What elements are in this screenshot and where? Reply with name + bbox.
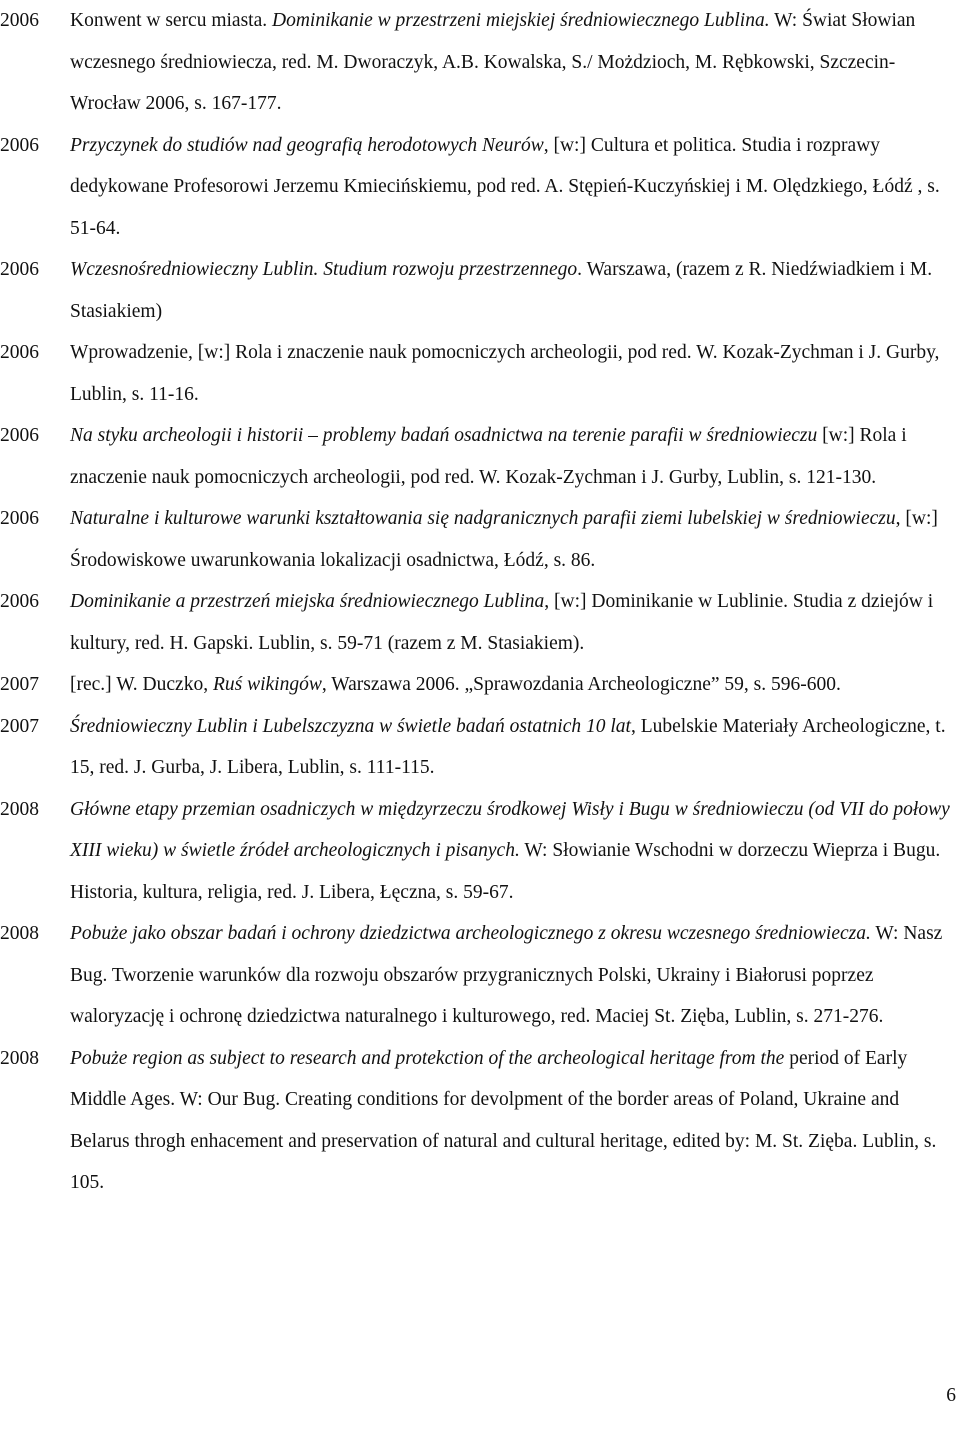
entry-text — [70, 415, 952, 498]
entry-citation-text: , Warszawa 2006. „Sprawozdania Archeologiczne” 59, s. 596-600. — [321, 674, 841, 695]
entry-citation-text: , [w:] Środowiskowe uwarunkowania lokalizacji osadnictwa, Łódź, s. 86. — [70, 508, 938, 571]
entry-year: 2007 — [0, 674, 39, 695]
entry-citation-text: , [w:] Cultura et politica. Studia i rozprawy dedykowane Profesorowi Jerzemu Kmiecińskiemu, pod red. A. Stępień-Kuczyńskiej i M. Olędzkiego, Łódź , s. 51-64. — [70, 134, 940, 239]
entry-text — [70, 664, 952, 706]
entry-year: 2008 — [0, 798, 39, 820]
page-number: 6 — [946, 1385, 956, 1406]
entry-citation-text: period of Early Middle Ages. W: Our Bug. Creating conditions for devolpment of the border areas of Poland, Ukraine and Belarus throgh enhacement and preservation of natural and cultural heritage, edited by: M. St. Zięba. Lublin, s. 105. — [70, 1047, 937, 1193]
entry-citation-text: , [w:] Dominikanie w Lublinie. Studia z dziejów i kultury, red. H. Gapski. Lublin, s. 59-71 (razem z M. Stasiakiem). — [70, 591, 934, 654]
entry-year: 2006 — [0, 425, 39, 446]
entry-title-italic: Wczesnośredniowieczny Lublin. Studium rozwoju przestrzennego — [70, 259, 578, 280]
entry-title-italic: Średniowieczny Lublin i Lubelszczyzna w świetle badań ostatnich 10 lat — [70, 715, 631, 737]
entry-year: 2006 — [0, 10, 39, 31]
bibliography-entry — [0, 125, 952, 250]
entry-text — [70, 332, 952, 415]
bibliography-entry — [0, 415, 952, 498]
entry-citation-text: . Warszawa, (razem z R. Niedźwiadkiem i M. Stasiakiem) — [70, 259, 933, 322]
entry-citation-text: W: Słowianie Wschodni w dorzeczu Wieprza i Bugu. Historia, kultura, religia, red. J. Libera, Łęczna, s. 59-67. — [70, 840, 941, 903]
entry-citation-text: W: Świat Słowian wczesnego średniowiecza, red. M. Dworaczyk, A.B. Kowalska, S./ Możdzioch, M. Rębkowski, Szczecin- Wrocław 2006, s. 167-177. — [70, 10, 916, 114]
bibliography-entry — [0, 332, 952, 415]
entry-title-italic: Na styku archeologii i historii – problemy badań osadnictwa na terenie parafii w średniowieczu — [70, 425, 818, 446]
bibliography-entry — [0, 664, 952, 706]
entry-year: 2006 — [0, 508, 39, 529]
entry-citation-text: [rec.] W. Duczko, — [70, 674, 213, 695]
entry-citation-text: Konwent w sercu miasta. — [70, 10, 272, 31]
bibliography-entry — [0, 0, 952, 125]
bibliography-entry — [0, 498, 952, 581]
bibliography-entry — [0, 249, 952, 332]
bibliography-entry — [0, 789, 952, 914]
entry-text — [70, 125, 952, 250]
entry-title-italic: Pobuże jako obszar badań i ochrony dziedzictwa archeologicznego z okresu wczesnego średniowiecza. — [70, 923, 871, 944]
entry-title-italic: Dominikanie w przestrzeni miejskiej średniowiecznego Lublina. — [272, 10, 770, 31]
entry-text — [70, 1038, 952, 1204]
entry-text — [70, 913, 952, 1038]
entry-title-italic: Dominikanie a przestrzeń miejska średniowiecznego Lublina — [70, 591, 545, 612]
bibliography-entry — [0, 581, 952, 664]
entry-title-italic: Pobuże region as subject to research and protekction of the archeological heritage from the — [70, 1047, 785, 1069]
bibliography-entry — [0, 1038, 952, 1204]
entry-year: 2007 — [0, 715, 39, 737]
entry-title-italic: Główne etapy przemian osadniczych w międzyrzeczu środkowej Wisły i Bugu w średniowieczu (od VII do połowy XIII wieku) w świetle źródeł archeologicznych i pisanych. — [70, 798, 950, 861]
entry-year: 2006 — [0, 134, 39, 156]
entry-text — [70, 706, 952, 789]
entry-citation-text: , Lubelskie Materiały Archeologiczne, t. 15, red. J. Gurba, J. Libera, Lublin, s. 111-115. — [70, 715, 946, 778]
entry-text — [70, 581, 952, 664]
entry-citation-text: [w:] Rola i znaczenie nauk pomocniczych archeologii, pod red. W. Kozak-Zychman i J. Gurby, Lublin, s. 121-130. — [70, 425, 907, 488]
entry-title-italic: Ruś wikingów — [212, 674, 322, 695]
entry-text — [70, 249, 952, 332]
entry-text — [70, 498, 952, 581]
entry-text — [70, 789, 952, 914]
entry-year: 2006 — [0, 342, 39, 363]
bibliography-entry — [0, 706, 952, 789]
entry-text — [70, 0, 952, 125]
entry-title-italic: Naturalne i kulturowe warunki kształtowania się nadgranicznych parafii ziemi lubelskiej w średniowieczu — [70, 508, 896, 529]
entry-year: 2008 — [0, 1047, 39, 1069]
bibliography-entry — [0, 913, 952, 1038]
entry-year: 2006 — [0, 591, 39, 612]
entry-year: 2008 — [0, 923, 39, 944]
entry-citation-text: W: Nasz Bug. Tworzenie warunków dla rozwoju obszarów przygranicznych Polski, Ukrainy i Białorusi poprzez waloryzację i ochronę dziedzictwa naturalnego i kulturowego, red. Maciej St. Zięba, Lublin, s. 271-276. — [70, 923, 943, 1027]
entry-title-italic: Przyczynek do studiów nad geografią herodotowych Neurów — [70, 134, 544, 156]
entry-year: 2006 — [0, 259, 39, 280]
entry-citation-text: Wprowadzenie, [w:] Rola i znaczenie nauk pomocniczych archeologii, pod red. W. Kozak-Zychman i J. Gurby, Lublin, s. 11-16. — [70, 342, 940, 405]
